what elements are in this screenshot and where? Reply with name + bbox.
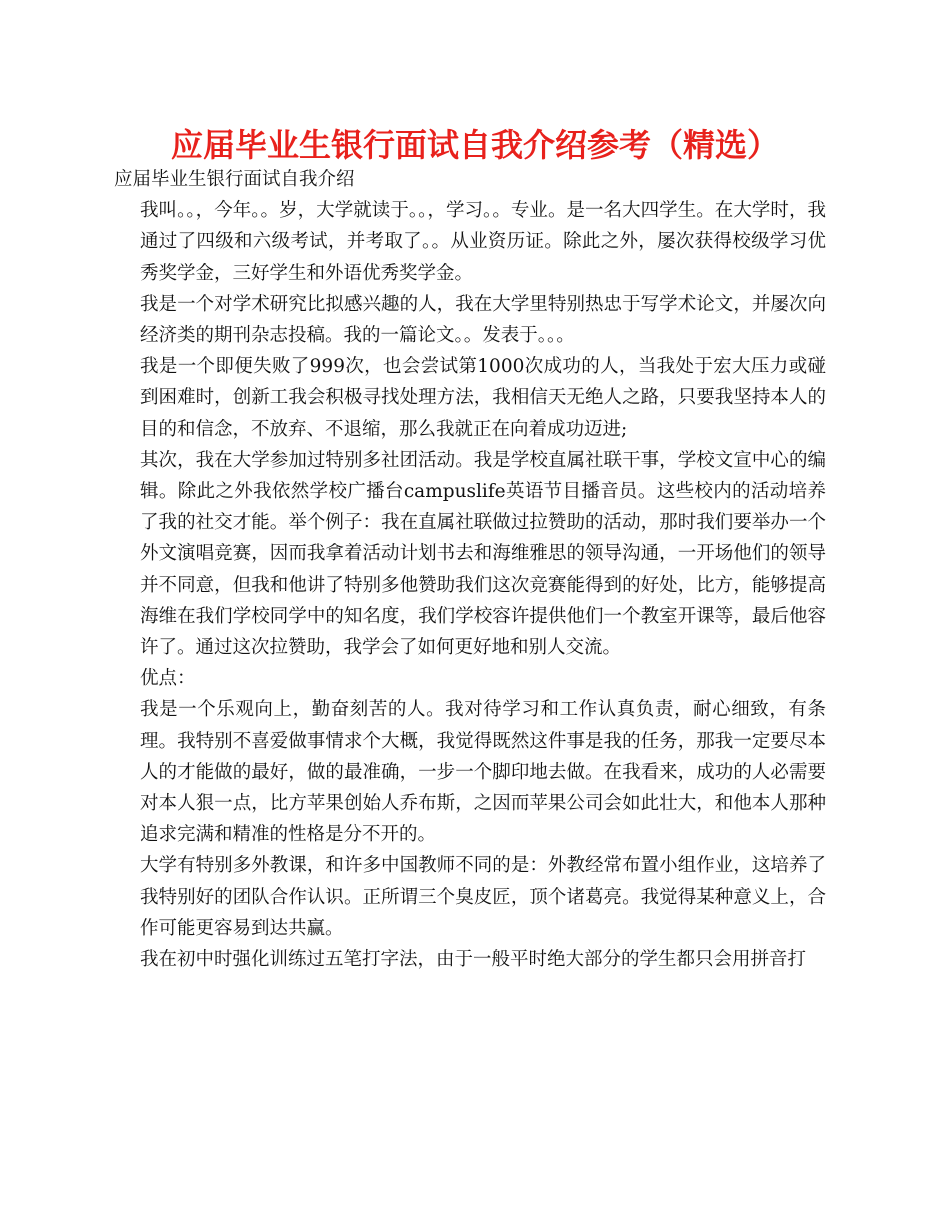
paragraph-typing: 我在初中时强化训练过五笔打字法，由于一般平时绝大部分的学生都只会用拼音打	[140, 949, 807, 971]
document-title: 应届毕业生银行面试自我介绍参考（精选）	[170, 126, 779, 164]
paragraph-intro: 我叫。。，今年。。岁，大学就读于。。，学习。。专业。是一名大四学生。在大学时，我通过了四级和六级考试，并考取了。。从业资历证。除此之外，屡次获得校级学习优秀奖学金，三好学生和外语优秀奖学金。	[140, 200, 826, 284]
document-body	[114, 164, 826, 975]
paragraph-strengths: 我是一个乐观向上，勤奋刻苦的人。我对待学习和工作认真负责，耐心细致，有条理。我特别不喜爱做事情求个大概，我觉得既然这件事是我的任务，那我一定要尽本人的才能做的最好，做的最准确，一步一个脚印地去做。在我看来，成功的人必需要对本人狠一点，比方苹果创始人乔布斯，之因而苹果公司会如此壮大，和他本人那种追求完满和精准的性格是分不开的。	[140, 699, 826, 846]
paragraph-perseverance: 我是一个即便失败了999次，也会尝试第1000次成功的人，当我处于宏大压力或碰到困难时，创新工我会积极寻找处理方法，我相信天无绝人之路，只要我坚持本人的目的和信念，不放弃、不退缩，那么我就正在向着成功迈进;	[140, 356, 826, 440]
document-subtitle: 应届毕业生银行面试自我介绍	[114, 169, 355, 190]
paragraph-research: 我是一个对学术研究比拟感兴趣的人，我在大学里特别热忠于写学术论文，并屡次向经济类的期刊杂志投稿。我的一篇论文。。发表于。。。	[140, 293, 826, 347]
paragraph-strengths-heading: 优点：	[140, 668, 196, 690]
paragraph-activities: 其次，我在大学参加过特别多社团活动。我是学校直属社联干事，学校文宣中心的编辑。除此之外我依然学校广播台campuslife英语节目播音员。这些校内的活动培养了我的社交才能。举个例子：我在直属社联做过拉赞助的活动，那时我们要举办一个外文演唱竞赛，因而我拿着活动计划书去和海维雅思的领导沟通，一开场他们的领导并不同意，但我和他讲了特别多他赞助我们这次竞赛能得到的好处，比方，能够提高海维在我们学校同学中的知名度，我们学校容许提供他们一个教室开课等，最后他容许了。通过这次拉赞助，我学会了如何更好地和别人交流。	[140, 449, 826, 659]
paragraph-teamwork: 大学有特别多外教课，和许多中国教师不同的是：外教经常布置小组作业，这培养了我特别好的团队合作认识。正所谓三个臭皮匠，顶个诸葛亮。我觉得某种意义上，合作可能更容易到达共赢。	[140, 855, 826, 939]
